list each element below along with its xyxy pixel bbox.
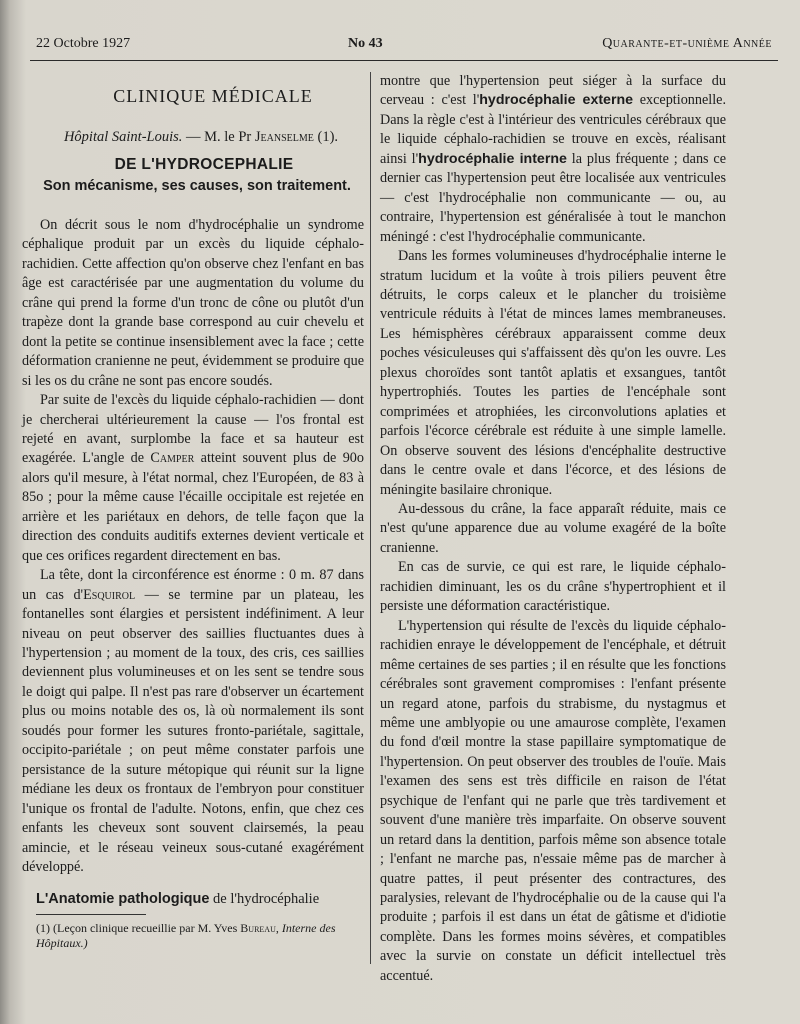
text-run: La tête, dont la circonférence est énorme : 0 m. 87 dans un cas d' xyxy=(22,567,364,603)
paragraph: Au-dessous du crâne, la face apparaît réduite, mais ce n'est qu'une apparence due au volume exagéré de la boîte cranienne. xyxy=(380,500,726,556)
header-rule xyxy=(30,60,778,61)
column-divider xyxy=(370,72,371,964)
paragraph: On décrit sous le nom d'hydrocéphalie un syndrome céphalique produit par un excès du liquide céphalo-rachidien. Cette affection qu'on observe chez l'enfant en bas âge est caractérisée par une augmentation du volume du crâne qui prend la forme d'un tronc de cône ou plutôt d'un trapèze dont la grande base correspond au cuir chevelu et dont la petite se continue insensiblement avec la face ; cette déformation cranienne ne peut, évidemment se produire que si les os du crâne ne sont pas encore soudés. xyxy=(22,217,364,389)
professor-name: Jeanselme xyxy=(254,129,314,145)
right-body xyxy=(380,72,726,986)
text-run: Interne des Hôpitaux.) xyxy=(36,921,336,951)
header-year: Quarante-et-unième Année xyxy=(602,36,772,51)
text-run: Par suite de l'excès du liquide céphalo-rachidien — dont je chercherai ultérieurement la cause — l'os frontal est rejeté en avant, surplombe la face et sa hauteur est exagérée. L'angle de xyxy=(22,392,364,467)
text-run: atteint souvent plus de 90o alors qu'il mesure, à l'état normal, chez l'Européen, de 83 à 85o ; pour la même cause l'écaille occipitale est rejetée en arrière et les pariétaux en dehors, de telle façon que la direction des conduits auditifs externes devient verticale et que ces orifices regardent directement en bas. xyxy=(22,450,364,564)
header-date: 22 Octobre 1927 xyxy=(36,36,131,51)
text-run: (1) (Leçon clinique recueillie par M. Yves xyxy=(36,921,241,936)
text-run: exceptionnelle. Dans la règle c'est à l'intérieur des ventricules cérébraux que le liquide céphalo-rachidien se trouve en excès, réalisant ainsi l' xyxy=(380,92,726,167)
paragraph xyxy=(22,391,364,566)
section-title: CLINIQUE MÉDICALE xyxy=(113,86,313,106)
footnote xyxy=(22,921,364,951)
subsection-heading xyxy=(22,891,364,908)
footnote-ref: (1). xyxy=(313,129,339,145)
header-issue-number: No 43 xyxy=(348,36,383,51)
subsection-bold: L'Anatomie pathologique xyxy=(36,891,210,908)
text-run: la plus fréquente ; dans ce dernier cas l'hypertension peut être localisée aux ventricules — c'est l'hydrocéphalie non communicante — ou, au contraire, l'hypertension est généralisée à tout le manchon méningé : c'est l'hydrocéphalie communicante. xyxy=(380,150,727,245)
right-column xyxy=(380,72,726,986)
page-header xyxy=(36,36,772,58)
article-title: DE L'HYDROCEPHALIE xyxy=(114,156,294,173)
author-name: Bureau xyxy=(240,921,276,936)
paragraph xyxy=(22,566,364,877)
article-subtitle: Son mécanisme, ses causes, son traitement. xyxy=(43,178,351,194)
left-body xyxy=(22,216,364,877)
paragraph: Dans les formes volumineuses d'hydrocéphalie interne le stratum lucidum et la voûte à trois piliers peuvent être détruits, le corps caleux et le plancher du troisième ventricule réduits à l'état de minces lames membraneuses. Les hémisphères cérébraux apparaissent comme deux poches vésiculeuses qui s'affaissent dès qu'on les ouvre. Les plexus choroïdes sont tantôt aplatis et exsangues, tantôt hypertrophiés. Toutes les parties de l'encéphale sont comprimées et atrophiées, les circonvolutions aplaties et parfois l'écorce cérébrale est réduite à une simple lamelle. On observe souvent des lésions d'encéphalite destructive dans le centre ovale et dans l'écorce, et des lésions de méningite basilaire chronique. xyxy=(380,248,726,498)
byline xyxy=(22,129,364,146)
paragraph: En cas de survie, ce qui est rare, le liquide céphalo-rachidien diminuant, les os du crâne s'hypertrophient et il persiste une déformation caractéristique. xyxy=(380,559,726,615)
paragraph: L'hypertension qui résulte de l'excès du liquide céphalo-rachidien enraye le développement de l'encéphale, et détruit même certaines de ses parties ; il en résulte que les fonctions cérébrales sont gravement compromises : l'enfant présente un regard atone, parfois du strabisme, du nystagmus et même une amblyopie ou une amaurose complète, l'examen du fond d'œil montre la stase papillaire symptomatique de l'hypertension. On peut observer des troubles de l'ouïe. Mais l'examen des sens est très difficile en raison de l'état psychique de l'enfant qui ne parle que très tardivement et souvent d'une manière très imparfaite. On observe souvent un retard dans la dentition, parfois même son absence totale ; l'enfant ne marche pas, n'essaie même pas de marcher à quatre pattes, il peut présenter des contractures, des paralysies, relevant de l'hydrocéphalie ou de la cause qui l'a produite ; parfois il est dans un état de gâtisme et d'idiotie complète. Dans les formes moins sévères, et compatibles avec la survie on constate un déficit intellectuel très accentué. xyxy=(380,617,726,984)
hospital-name: Hôpital Saint-Louis. xyxy=(63,129,183,145)
paragraph xyxy=(380,72,726,247)
byline-sep: — M. le Pr xyxy=(182,129,255,145)
footnote-rule xyxy=(36,914,146,915)
emphasis: hydrocéphalie interne xyxy=(418,150,567,167)
text-run: — se termine par un plateau, les fontanelles sont élargies et persistent indéfiniment. A leur niveau on peut observer des saillies fluctuantes dues à l'hypertension ; au moment de la toux, des cris, ces saillies deviennent plus volumineuses et on les sent se tendre sous le doigt qui palpe. Il n'est pas rare d'observer un écartement plus ou moins notable des os, là où normalement ils sont soudés pour former les sutures fronto-pariétale, sagittale, occipito-pariétale ; on peut même constater parfois une persistance de la suture métopique qui réunit sur la ligne médiane les deux os frontaux de l'embryon pour constituer l'unique os frontal de l'adulte. Notons, enfin, que chez ces enfants les cheveux sont souvent clairsemés, la peau amincie, et le réseau veineux sous-cutané exagérément développé. xyxy=(22,586,364,875)
emphasis: hydrocéphalie externe xyxy=(479,92,634,109)
text-run: montre que l'hypertension peut siéger à la surface du cerveau : c'est l' xyxy=(380,73,726,109)
subsection-rest: de l'hydrocéphalie xyxy=(209,891,320,908)
left-column xyxy=(22,78,364,951)
author-name: Esquirol xyxy=(83,586,136,603)
text-run: , xyxy=(275,921,282,936)
author-name: Camper xyxy=(150,450,195,467)
